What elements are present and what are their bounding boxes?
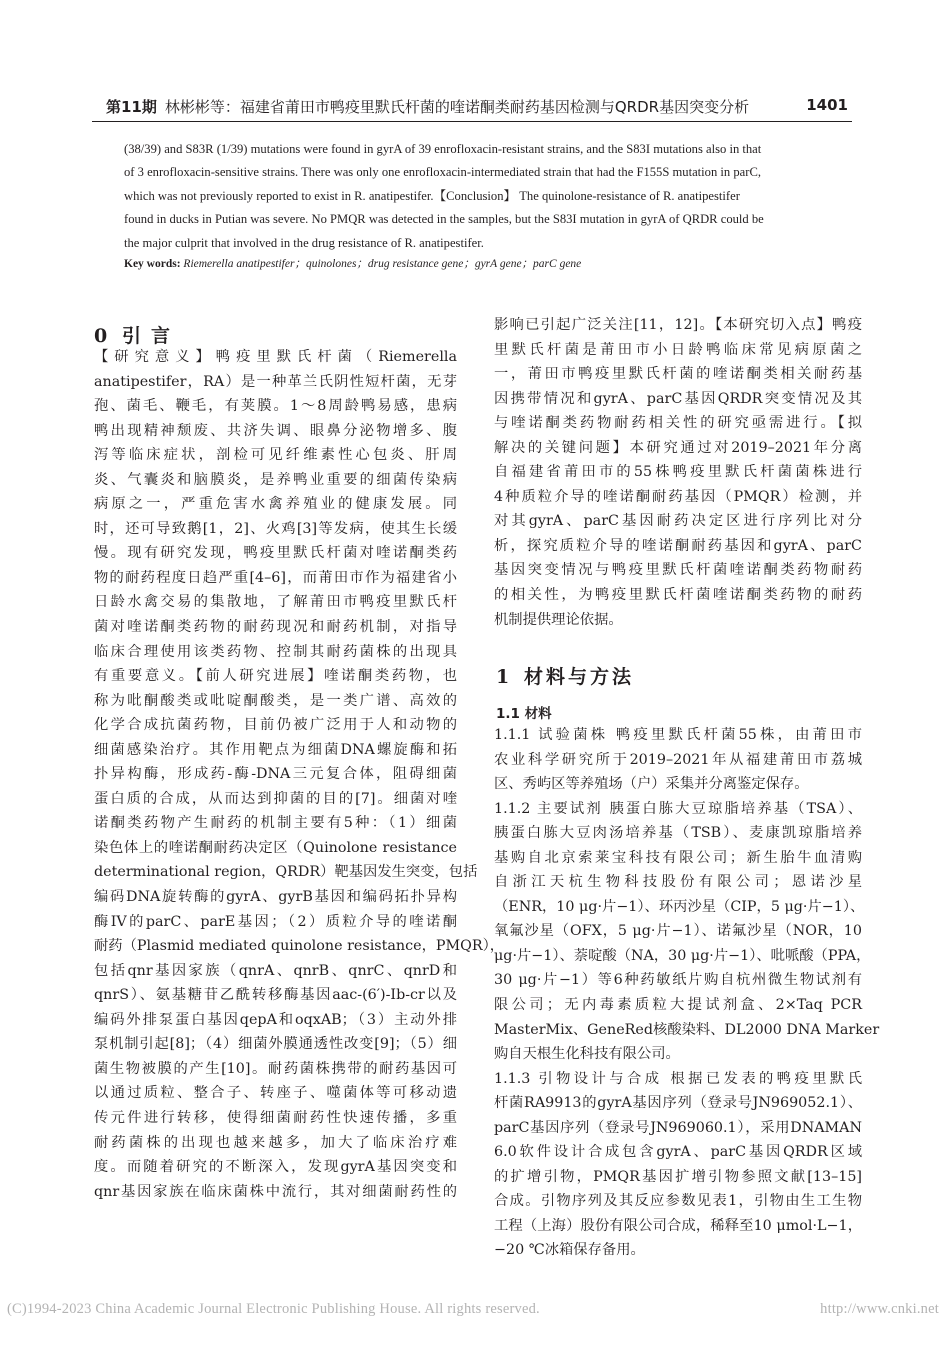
body-line: 细菌感染治疗。其作用靶点为细菌DNA螺旋酶和拓 — [94, 741, 457, 758]
body-line: 扑异构酶，形成药-酶-DNA三元复合体，阻碍细菌 — [94, 766, 457, 783]
body-line: 有重要意义。【前人研究进展】喹诺酮类药物，也 — [94, 668, 457, 685]
header-rule — [92, 121, 852, 122]
body-line: 称为吡酮酸类或吡啶酮酸类，是一类广谱、高效的 — [94, 692, 457, 709]
body-line: 酶IV的parC、parE基因；（2）质粒介导的喹诺酮 — [94, 913, 457, 930]
body-line: 编码DNA旋转酶的gyrA、gyrB基因和编码拓扑异构 — [94, 889, 457, 906]
abstract-line: which was not previously reported to exist in R. anatipestifer.【Conclusion】 The quinolone-resistance of R. anatipestifer — [124, 188, 740, 203]
body-line: 影响已引起广泛关注[11，12]。【本研究切入点】鸭疫 — [494, 317, 862, 333]
body-line: 1.1.1 试验菌株 鸭疫里默氏杆菌55株，由莆田市 — [494, 727, 862, 743]
body-line: 1.1.3 引物设计与合成 根据已发表的鸭疫里默氏 — [494, 1070, 862, 1087]
body-line: 农业科学研究所于2019–2021年从福建莆田市荔城 — [494, 751, 862, 768]
body-line: 编码外排泵蛋白基因qepA和oqxAB；（3）主动外排 — [94, 1011, 457, 1028]
keywords — [124, 255, 581, 271]
body-line: 的扩增引物，PMQR基因扩增引物参照文献[13–15] — [494, 1168, 862, 1185]
body-line: 与喹诺酮类药物耐药相关性的研究亟需进行。【拟 — [494, 415, 862, 432]
body-line: 区、秀屿区等养殖场（户）采集并分离鉴定保存。 — [494, 776, 809, 793]
section-title: 材料与方法 — [524, 666, 635, 688]
body-line: 解决的关键问题】本研究通过对2019–2021年分离 — [494, 439, 862, 456]
left-column — [94, 345, 505, 1204]
body-line: 因携带情况和gyrA、parC基因QRDR突变情况及其 — [494, 390, 862, 407]
body-line: 炎、气囊炎和脑膜炎，是养鸭业重要的细菌传染病 — [94, 471, 457, 488]
cnki-link[interactable]: http://www.cnki.net — [820, 1301, 939, 1317]
subsection-heading-1-1: 1.1 材料 — [496, 706, 552, 722]
body-line: 4种质粒介导的喹诺酮耐药基因（PMQR）检测，并 — [494, 488, 862, 505]
abstract-line: found in ducks in Putian was severe. No PMQR was detected in the samples, but the S83I mutation in gyrA of QRDR could be — [124, 212, 764, 227]
body-line: −20 ℃冰箱保存备用。 — [494, 1242, 645, 1259]
abstract-line: of 3 enrofloxacin-sensitive strains. There was only one enrofloxacin-intermediated strain that had the F155S mutation in parC, — [124, 165, 761, 180]
body-line: 基购自北京索莱宝科技有限公司；新生胎牛血清购 — [494, 849, 862, 866]
body-line: 的相关性，为鸭疫里默氏杆菌喹诺酮类药物的耐药 — [494, 587, 862, 604]
body-line: 工程（上海）股份有限公司合成，稀释至10 μmol·L−1， — [494, 1217, 862, 1234]
body-line: 蛋白质的合成，从而达到抑菌的目的[7]。细菌对喹 — [94, 790, 457, 807]
body-line: qnr基因家族在临床菌株中流行，其对细菌耐药性的 — [94, 1183, 457, 1200]
body-line: 自浙江天杭生物科技股份有限公司；恩诺沙星 — [494, 874, 862, 891]
keywords-text: Riemerella anatipestifer；quinolones；drug resistance gene；gyrA gene；parC gene — [183, 258, 582, 270]
body-line: 染色体上的喹诺酮耐药决定区（Quinolone resistance — [94, 839, 457, 856]
body-line: 机制提供理论依据。 — [494, 611, 623, 628]
abstract-continued — [124, 138, 834, 255]
body-line: （ENR，10 μg·片−1）、环丙沙星（CIP，5 μg·片−1）、 — [494, 898, 865, 915]
body-line: 合成。引物序列及其反应参数见表1，引物由生工生物 — [494, 1193, 862, 1210]
body-line: 度。而随着研究的不断深入，发现gyrA基因突变和 — [94, 1159, 457, 1176]
body-line: 1.1.2 主要试剂 胰蛋白胨大豆琼脂培养基（TSA）、 — [494, 800, 862, 817]
section-number: 1 — [496, 666, 510, 688]
body-line: 时，还可导致鹅[1，2]、火鸡[3]等发病，使其生长缓 — [94, 520, 457, 537]
body-line: 一，莆田市鸭疫里默氏杆菌的喹诺酮类相关耐药基 — [494, 366, 862, 383]
header-left — [106, 96, 749, 117]
body-line: anatipestifer，RA）是一种革兰氏阴性短杆菌，无芽 — [94, 373, 457, 390]
issue-number: 第11期 — [106, 98, 157, 116]
copyright-footer — [7, 1301, 947, 1318]
right-column-top — [494, 313, 862, 632]
section-heading-materials-methods — [496, 662, 634, 689]
body-line: 30 μg·片−1）等6种药敏纸片购自杭州微生物试剂有 — [494, 972, 862, 989]
body-line: 限公司；无内毒素质粒大提试剂盒、2×Taq PCR — [494, 997, 862, 1014]
body-line: determinational region，QRDR）靶基因发生突变，包括 — [94, 864, 478, 881]
body-line: 氧氟沙星（OFX，5 μg·片−1）、诺氟沙星（NOR，10 — [494, 923, 862, 940]
abstract-line: the major culprit that involved in the drug resistance of R. anatipestifer. — [124, 235, 484, 250]
page-number: 1401 — [806, 96, 848, 114]
body-line: 【研究意义】鸭疫里默氏杆菌（Riemerella — [94, 349, 457, 365]
body-line: 基因突变情况与鸭疫里默氏杆菌喹诺酮类药物耐药 — [494, 562, 862, 579]
section-heading-introduction — [94, 321, 180, 348]
body-line: 耐药（Plasmid mediated quinolone resistance，PMQR）， — [94, 938, 505, 955]
body-line: 购自天根生化科技有限公司。 — [494, 1046, 680, 1063]
body-line: μg·片−1）、萘啶酸（NA，30 μg·片−1）、吡哌酸（PPA， — [494, 947, 871, 964]
body-line: qnrS）、氨基糖苷乙酰转移酶基因aac-(6′)-Ib-cr以及 — [94, 987, 457, 1004]
body-line: 以通过质粒、整合子、转座子、噬菌体等可移动遗 — [94, 1085, 457, 1102]
body-line: 慢。现有研究发现，鸭疫里默氏杆菌对喹诺酮类药 — [94, 545, 457, 562]
body-line: 6.0软件设计合成包含gyrA、parC基因QRDR区域 — [494, 1144, 862, 1161]
section-title: 引言 — [122, 325, 181, 347]
body-line: 泵机制引起[8]；（4）细菌外膜通透性改变[9]；（5）细 — [94, 1036, 457, 1053]
body-line: 包括qnr基因家族（qnrA、qnrB、qnrC、qnrD和 — [94, 962, 457, 979]
body-line: 临床合理使用该类药物、控制其耐药菌株的出现具 — [94, 643, 457, 660]
section-number: 0 — [94, 325, 108, 347]
body-line: 泻等临床症状，剖检可见纤维素性心包炎、肝周 — [94, 447, 457, 464]
body-line: 对其gyrA、parC基因耐药决定区进行序列比对分 — [494, 513, 862, 530]
right-column-bottom — [494, 723, 880, 1263]
body-line: 里默氏杆菌是莆田市小日龄鸭临床常见病原菌之 — [494, 341, 862, 358]
body-line: 自福建省莆田市的55株鸭疫里默氏杆菌菌株进行 — [494, 464, 862, 481]
body-line: 菌对喹诺酮类药物的耐药现况和耐药机制，对指导 — [94, 619, 457, 636]
body-line: 析，探究质粒介导的喹诺酮耐药基因和gyrA、parC — [494, 537, 862, 554]
body-line: 化学合成抗菌药物，目前仍被广泛用于人和动物的 — [94, 717, 457, 734]
body-line: 杆菌RA9913的gyrA基因序列（登录号JN969052.1）、 — [494, 1095, 862, 1112]
body-line: 诺酮类药物产生耐药的机制主要有5种：（1）细菌 — [94, 815, 457, 832]
body-line: 鸭出现精神颓废、共济失调、眼鼻分泌物增多、腹 — [94, 422, 457, 439]
body-line: 菌生物被膜的产生[10]。耐药菌株携带的耐药基因可 — [94, 1060, 457, 1077]
article-running-title: 林彬彬等：福建省莆田市鸭疫里默氏杆菌的喹诺酮类耐药基因检测与QRDR基因突变分析 — [164, 98, 750, 116]
body-line: 物的耐药程度日趋严重[4–6]，而莆田市作为福建省小 — [94, 569, 457, 586]
body-line: 孢、菌毛、鞭毛，有荚膜。1～8周龄鸭易感，患病 — [94, 398, 457, 415]
body-line: 传元件进行转移，使得细菌耐药性快速传播，多重 — [94, 1109, 457, 1126]
body-line: 日龄水禽交易的集散地，了解莆田市鸭疫里默氏杆 — [94, 594, 457, 611]
body-line: 耐药菌株的出现也越来越多，加大了临床治疗难 — [94, 1134, 457, 1151]
body-line: 胰蛋白胨大豆肉汤培养基（TSB）、麦康凯琼脂培养 — [494, 825, 862, 842]
copyright-text: (C)1994-2023 China Academic Journal Electronic Publishing House. All rights reserved. — [7, 1301, 540, 1317]
keywords-label: Key words: — [124, 258, 181, 270]
body-line: parC基因序列（登录号JN969060.1），采用DNAMAN — [494, 1119, 862, 1136]
abstract-line: (38/39) and S83R (1/39) mutations were found in gyrA of 39 enrofloxacin-resistant strains, and the S83I mutations also in that — [124, 142, 762, 156]
body-line: MasterMix、GeneRed核酸染料、DL2000 DNA Marker — [494, 1021, 880, 1038]
running-header — [92, 94, 852, 116]
body-line: 病原之一，严重危害水禽养殖业的健康发展。同 — [94, 496, 457, 513]
